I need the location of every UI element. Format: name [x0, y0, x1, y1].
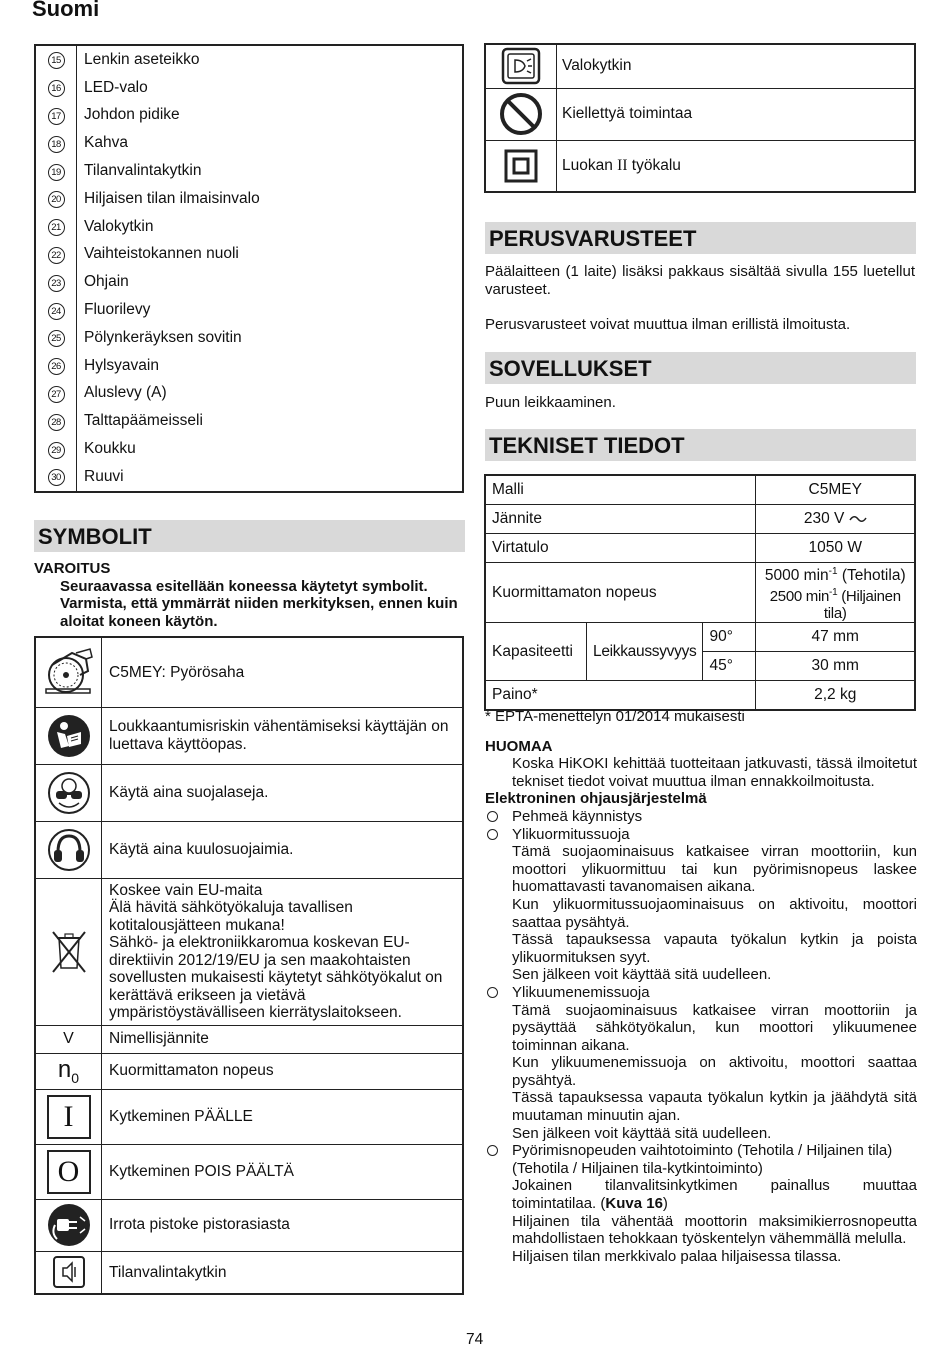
part-number: 23 [35, 268, 77, 296]
mode-switch-icon [36, 1255, 101, 1289]
symbol-row [35, 707, 463, 764]
symbol-text: Luokan II työkalu [557, 140, 916, 192]
paragraph: Sen jälkeen voit käyttää sitä uudelleen. [512, 1124, 772, 1142]
part-number: 30 [35, 463, 77, 492]
warning-line-2: Varmista, että ymmärrät niiden merkityksen, ennen kuin aloitat koneen käytön. [60, 595, 458, 630]
part-number: 16 [35, 74, 77, 102]
part-label: Ohjain [84, 273, 129, 291]
part-label: Pölynkeräyksen sovitin [84, 328, 242, 346]
huomaa-title: HUOMAA [485, 737, 553, 755]
spec-label: Paino* [485, 681, 756, 711]
symbols-table [34, 636, 464, 1295]
part-label: Aluslevy (A) [84, 384, 167, 402]
spec-label: Virtatulo [485, 534, 756, 563]
symbol-row [35, 1251, 463, 1294]
safety-glasses-icon [36, 771, 101, 815]
class-ii-icon [486, 149, 556, 183]
part-label: Ruuvi [84, 467, 124, 485]
symbols-table-right [484, 43, 916, 193]
symbol-text: C5MEY: Pyörösaha [109, 663, 245, 681]
parts-row [35, 74, 463, 102]
parts-row [35, 352, 463, 380]
part-number: 17 [35, 102, 77, 130]
parts-row [35, 129, 463, 157]
huomaa-text: Koska HiKOKI kehittää tuotteitaan jatkuvasti, tässä ilmoitetut tekniset tiedot voivat muuttua ilman ennakkoilmoitusta. [512, 755, 917, 790]
parts-row [35, 157, 463, 185]
symbol-row [35, 637, 463, 707]
symbol-row [35, 1199, 463, 1251]
unplug-icon [36, 1203, 101, 1247]
spec-label: Malli [485, 475, 756, 505]
spec-label: Jännite [485, 505, 756, 534]
parts-row [35, 435, 463, 463]
list-item: Pyörimisnopeuden vaihtotoiminto (Tehotila / Hiljainen tila) [485, 1142, 917, 1160]
right-column-text [485, 708, 917, 1265]
paragraph: (Tehotila / Hiljainen tila-kytkintoiminto) [512, 1159, 763, 1177]
ac-icon [849, 514, 867, 524]
page-number: 74 [466, 1331, 484, 1348]
weee-line-2: Älä hävitä sähkötyökaluja tavallisen kotitalousjätteen mukana! [109, 899, 353, 934]
symbol-text: Käytä aina kuulosuojaimia. [102, 821, 464, 878]
part-label: Hiljaisen tilan ilmaisinvalo [84, 189, 260, 207]
parts-row [35, 241, 463, 269]
weee-line-3: Sähkö- ja elektroniikkaromua koskevan EU-direktiivin 2012/19/EU ja sen maakohtaisten sovellusten mukaisesti käytetyt sähkötyökalut on kerättävä erikseen ja vietävä ympäristöystävälliseen kierrätyslaitokseen. [109, 934, 443, 1021]
symbol-text: Kiellettyä toimintaa [557, 88, 916, 140]
voltage-symbol: V [35, 1025, 102, 1053]
circular-saw-icon [36, 645, 101, 699]
symbol-row [35, 1089, 463, 1144]
parts-row [35, 407, 463, 435]
switch-off-icon: O [35, 1144, 102, 1199]
part-label: LED-valo [84, 78, 148, 96]
symbol-row [485, 44, 915, 88]
warning-line-1: Seuraavassa esitellään koneessa käytetyt symbolit. [60, 577, 428, 595]
perusvarusteet-heading: PERUSVARUSTEET [485, 222, 916, 254]
part-label: Hylsyavain [84, 356, 159, 374]
parts-row [35, 45, 463, 74]
symbol-row [485, 140, 915, 192]
part-number: 28 [35, 407, 77, 435]
light-switch-icon [486, 47, 556, 85]
weee-bin-icon [36, 930, 101, 974]
parts-row [35, 185, 463, 213]
part-label: Vaihteistokannen nuoli [84, 245, 239, 263]
spec-angle: 90° [703, 623, 756, 652]
paragraph: Tässä tapauksessa vapauta työkalun kytkin ja jäähdytä sitä muutaman minuutin ajan. [512, 1089, 917, 1125]
symbol-text: Irrota pistoke pistorasiasta [102, 1199, 464, 1251]
spec-label: Kuormittamaton nopeus [485, 563, 756, 623]
no-load-speed-symbol: $n_0$ [35, 1053, 102, 1089]
parts-row [35, 102, 463, 130]
part-label: Fluorilevy [84, 301, 151, 319]
symbol-text: Loukkaantumisriskin vähentämiseksi käyttäjän on luettava käyttöopas. [102, 707, 464, 764]
sovellukset-p1: Puun leikkaaminen. [485, 394, 616, 411]
list-item: Pehmeä käynnistys [485, 808, 917, 826]
symbol-row [35, 821, 463, 878]
spec-row [485, 475, 915, 505]
spec-row [485, 563, 915, 623]
paragraph: Hiljainen tila vähentää moottorin maksimikierrosnopeutta mahdollistaen tehokkaan työskentelyn vähemmällä melulla. [512, 1212, 917, 1248]
parts-row [35, 463, 463, 492]
spec-row [485, 505, 915, 534]
parts-row [35, 324, 463, 352]
part-number: 19 [35, 157, 77, 185]
spec-value: 47 mm [756, 623, 915, 652]
prohibited-icon [486, 92, 556, 136]
tekniset-heading: TEKNISET TIEDOT [485, 429, 916, 461]
symbol-row [35, 1025, 463, 1053]
paragraph: Tämä suojaominaisuus katkaisee virran moottoriin, kun moottori ylikuormittuu tai kun pyörimisnopeus laskee huomattavasti tavanomaisen aikana. [512, 843, 917, 896]
part-label: Talttapäämeisseli [84, 412, 203, 430]
part-number: 21 [35, 213, 77, 241]
spec-row [485, 623, 915, 652]
parts-row [35, 296, 463, 324]
warning-title: VAROITUS [34, 560, 111, 577]
part-label: Kahva [84, 134, 128, 152]
spec-value: 2,2 kg [756, 681, 915, 711]
spec-row [485, 681, 915, 711]
parts-row [35, 268, 463, 296]
symbol-row [485, 88, 915, 140]
paragraph: Kun ylikuormitussuojaominaisuus on aktivoitu, moottori saattaa pysähtyä. [512, 895, 917, 931]
symbol-row [35, 1053, 463, 1089]
part-number: 25 [35, 324, 77, 352]
paragraph: Jokainen tilanvalitsinkytkimen painallus muuttaa toimintatilaa. (Kuva 16) [512, 1177, 917, 1213]
spec-row [485, 534, 915, 563]
switch-on-icon: I [35, 1089, 102, 1144]
list-item: Ylikuumenemissuoja [485, 984, 917, 1002]
symbol-text: Käytä aina suojalaseja. [102, 764, 464, 821]
part-number: 18 [35, 129, 77, 157]
list-item: Ylikuormitussuoja [485, 826, 917, 844]
tech-footnote: * EPTA-menettelyn 01/2014 mukaisesti [485, 708, 745, 725]
tech-specs-table [484, 474, 916, 711]
symbol-text: Kuormittamaton nopeus [102, 1053, 464, 1089]
part-number: 26 [35, 352, 77, 380]
elektroninen-title: Elektroninen ohjausjärjestelmä [485, 790, 707, 808]
symbol-text: Kytkeminen PÄÄLLE [102, 1089, 464, 1144]
spec-value: 5000 $\min^{-1}$ (Tehotila) 2500 $\min^{-1}$ (Hiljainen tila) [756, 563, 915, 623]
weee-text-block [102, 878, 464, 1025]
part-number: 24 [35, 296, 77, 324]
weee-line-1: Koskee vain EU-maita [109, 881, 263, 899]
part-label: Lenkin aseteikko [84, 50, 200, 68]
symbol-text: Kytkeminen POIS PÄÄLTÄ [102, 1144, 464, 1199]
parts-list-table [34, 44, 464, 493]
symbol-row [35, 1144, 463, 1199]
symbol-text: Nimellisjännite [102, 1025, 464, 1053]
spec-label: Leikkaussyvyys [587, 623, 703, 681]
paragraph: Hiljaisen tilan merkkivalo palaa hiljaisessa tilassa. [512, 1247, 842, 1265]
symbolit-heading: SYMBOLIT [34, 520, 465, 552]
read-manual-icon [36, 714, 101, 758]
part-number: 29 [35, 435, 77, 463]
part-number: 20 [35, 185, 77, 213]
spec-label: Kapasiteetti [485, 623, 587, 681]
paragraph: Tässä tapauksessa vapauta työkalun kytkin ja poista ylikuormituksen syyt. [512, 931, 917, 966]
paragraph: Tämä suojaominaisuus katkaisee virran moottoriin ja pysäyttää sähkötyökalun, kun moottori ylikuumenee toiminnan aikana. [512, 1001, 917, 1054]
part-label: Johdon pidike [84, 106, 180, 124]
perusvarusteet-p2: Perusvarusteet voivat muuttua ilman erillistä ilmoitusta. [485, 316, 851, 333]
parts-row [35, 213, 463, 241]
part-number: 27 [35, 380, 77, 408]
ear-protection-icon [36, 828, 101, 872]
sovellukset-heading: SOVELLUKSET [485, 352, 916, 384]
part-label: Tilanvalintakytkin [84, 162, 202, 180]
spec-value: C5MEY [756, 475, 915, 505]
symbol-row [35, 878, 463, 1025]
part-label: Koukku [84, 440, 136, 458]
spec-value: 230 V [756, 505, 915, 534]
spec-value: 1050 W [756, 534, 915, 563]
perusvarusteet-p1: Päälaitteen (1 laite) lisäksi pakkaus sisältää sivulla 155 luetellut varusteet. [485, 263, 915, 298]
parts-row [35, 380, 463, 408]
spec-angle: 45° [703, 652, 756, 681]
spec-value: 30 mm [756, 652, 915, 681]
paragraph: Kun ylikuumenemissuoja on aktivoitu, moottori saattaa pysähtyä. [512, 1054, 917, 1089]
paragraph: Sen jälkeen voit käyttää sitä uudelleen. [512, 966, 772, 984]
language-heading: Suomi [32, 0, 100, 21]
warning-block [34, 560, 466, 630]
part-label: Valokytkin [84, 217, 154, 235]
symbol-text: Tilanvalintakytkin [102, 1251, 464, 1294]
symbol-row [35, 764, 463, 821]
part-number: 15 [35, 45, 77, 74]
part-number: 22 [35, 241, 77, 269]
symbol-text: Valokytkin [562, 57, 632, 75]
